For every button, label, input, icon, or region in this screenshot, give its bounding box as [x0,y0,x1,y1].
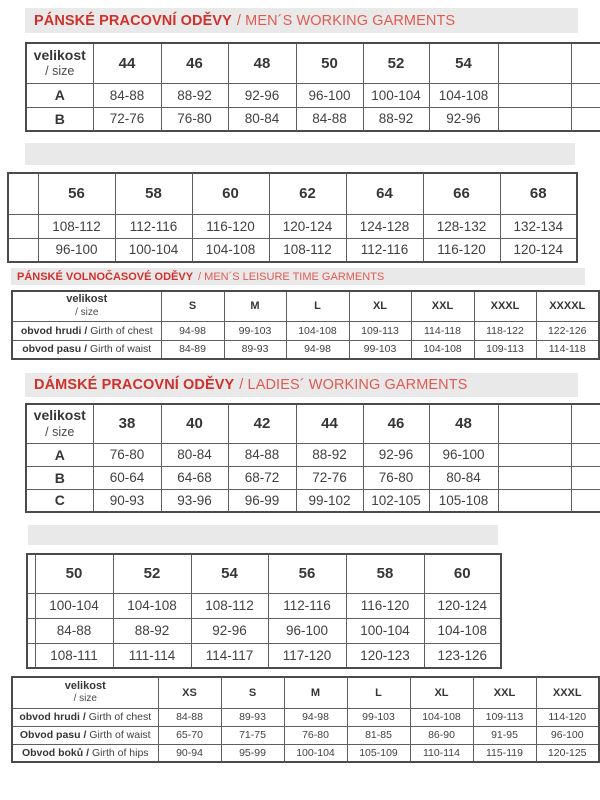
section-title-en: / MEN´S WORKING GARMENTS [236,12,456,29]
value-cell: 104-108 [429,83,498,107]
value-cell: 92-96 [228,83,296,107]
stub-cell [27,593,35,618]
value-cell: 76-80 [284,726,347,744]
size-label-cz: velikost [33,407,86,424]
value-cell: 96-100 [268,618,346,643]
value-cell: 96-100 [38,238,115,262]
stub-cell [27,554,35,593]
value-cell: 84-88 [35,618,113,643]
value-cell: 117-120 [268,643,346,668]
size-label-header [12,291,161,321]
stub-cell [571,466,600,489]
value-cell: 72-76 [296,466,363,489]
stub-cell [498,466,571,489]
value-cell: 84-88 [228,443,296,466]
value-cell: 92-96 [363,443,429,466]
value-cell: 132-134 [500,214,577,238]
size-column-header: 56 [268,554,346,593]
section-header-mens-leisure [11,268,585,285]
value-cell: 99-103 [349,340,411,359]
table-row [27,618,501,643]
value-cell: 123-126 [424,643,501,668]
value-cell: 114-117 [191,643,268,668]
section-header-ladies-working [25,373,578,397]
size-column-header: S [221,677,284,708]
value-cell: 91-95 [473,726,536,744]
value-cell: 84-89 [161,340,224,359]
size-column-header: XL [410,677,473,708]
value-cell: 116-120 [423,238,500,262]
row-label [12,708,158,726]
row-label [12,726,158,744]
row-label-cz: Obvod pasu / [19,729,87,741]
value-cell: 99-103 [347,708,410,726]
table-ladies-working-sizes-50-60 [26,553,502,669]
row-label-en: Girth of chest [85,711,152,723]
value-cell: 120-123 [346,643,424,668]
size-column-header: 50 [296,43,363,83]
size-label-en: / size [73,693,97,705]
size-column-header: S [161,291,224,321]
value-cell: 94-98 [284,708,347,726]
table-mens-working-sizes-56-68 [7,172,578,263]
value-cell: 120-124 [500,238,577,262]
size-column-header: 48 [429,404,498,443]
table-row [12,744,599,762]
size-column-header: 46 [161,43,228,83]
row-label [12,321,161,340]
size-table [11,290,600,360]
size-column-header: 68 [500,173,577,214]
stub-cell [498,404,571,443]
stub-cell [571,489,600,512]
value-cell: 90-93 [93,489,161,512]
section-title-cz: PÁNSKÉ VOLNOČASOVÉ ODĚVY [17,270,194,283]
value-cell: 71-75 [221,726,284,744]
value-cell: 108-112 [269,238,346,262]
size-column-header: 44 [93,43,161,83]
stub-cell [571,43,600,83]
table-row [12,340,599,359]
size-table [11,676,600,763]
size-label-header [12,677,158,708]
table-row [27,643,501,668]
size-table [25,403,600,513]
value-cell: 109-113 [474,340,536,359]
value-cell: 88-92 [161,83,228,107]
size-column-header: 40 [161,404,228,443]
size-label-header [26,43,93,83]
value-cell: 104-108 [424,618,501,643]
value-cell: 72-76 [93,107,161,131]
value-cell: 65-70 [158,726,221,744]
size-column-header: 56 [38,173,115,214]
stub-cell [498,43,571,83]
size-column-header: XXL [411,291,474,321]
value-cell: 80-84 [228,107,296,131]
size-column-header: 52 [113,554,191,593]
size-column-header: 38 [93,404,161,443]
row-label-en: Girth of hips [89,746,149,759]
value-cell: 124-128 [346,214,423,238]
value-cell: 92-96 [429,107,498,131]
section-title-en: / LADIES´ WORKING GARMENTS [239,377,468,393]
stub-cell [498,489,571,512]
size-column-header: 48 [228,43,296,83]
size-column-header: XS [158,677,221,708]
row-label-cz: Obvod boků / [21,746,90,759]
value-cell: 80-84 [161,443,228,466]
value-cell: 112-116 [268,593,346,618]
size-label-en: / size [45,424,75,439]
value-cell: 89-93 [221,708,284,726]
stub-cell [8,173,38,214]
value-cell: 89-93 [224,340,286,359]
value-cell: 76-80 [363,466,429,489]
value-cell: 68-72 [228,466,296,489]
size-table [25,42,600,132]
size-column-header: 60 [424,554,501,593]
value-cell: 120-124 [269,214,346,238]
table-row [12,726,599,744]
stub-cell [571,404,600,443]
value-cell: 64-68 [161,466,228,489]
stub-cell [498,83,571,107]
table-mens-working-sizes-44-54 [25,42,600,132]
size-column-header: L [286,291,349,321]
stub-cell [571,443,600,466]
value-cell: 96-100 [429,443,498,466]
value-cell: 96-100 [296,83,363,107]
value-cell: 95-99 [221,744,284,762]
value-cell: 90-94 [158,744,221,762]
size-label-header [26,404,93,443]
row-label-en: Girth of waist [87,343,152,356]
size-column-header: 64 [346,173,423,214]
size-column-header: L [347,677,410,708]
row-label [12,340,161,359]
value-cell: 88-92 [363,107,429,131]
value-cell: 100-104 [35,593,113,618]
value-cell: 100-104 [363,83,429,107]
value-cell: 104-108 [410,708,473,726]
value-cell: 108-112 [38,214,115,238]
size-column-header: XXXXL [536,291,599,321]
section-header-mens-working [25,8,578,33]
value-cell: 108-111 [35,643,113,668]
size-table [7,172,578,263]
value-cell: 104-108 [113,593,191,618]
table-row [8,238,577,262]
size-column-header: XL [349,291,411,321]
stub-cell [498,107,571,131]
value-cell: 99-103 [224,321,286,340]
size-label-cz: velikost [33,46,86,63]
row-label-cz: obvod hrudi / [20,324,88,337]
value-cell: 99-102 [296,489,363,512]
size-column-header: 46 [363,404,429,443]
value-cell: 112-116 [115,214,192,238]
table-row [26,107,600,131]
stub-cell [8,238,38,262]
value-cell: 92-96 [191,618,268,643]
value-cell: 96-99 [228,489,296,512]
row-label-en: Girth of waist [86,729,151,741]
row-label: A [26,83,93,107]
row-label: B [26,466,93,489]
size-column-header: M [224,291,286,321]
size-column-header: 58 [115,173,192,214]
size-column-header: 54 [191,554,268,593]
value-cell: 88-92 [113,618,191,643]
size-label-en: / size [45,64,75,79]
size-column-header: 44 [296,404,363,443]
section-title-cz: DÁMSKÉ PRACOVNÍ ODĚVY [34,377,235,393]
size-column-header: 54 [429,43,498,83]
table-row [26,489,600,512]
size-column-header: XXXL [474,291,536,321]
size-column-header: 42 [228,404,296,443]
table-row [12,708,599,726]
value-cell: 86-90 [410,726,473,744]
size-column-header: 66 [423,173,500,214]
value-cell: 110-114 [410,744,473,762]
value-cell: 100-104 [284,744,347,762]
value-cell: 84-88 [158,708,221,726]
value-cell: 115-119 [473,744,536,762]
value-cell: 118-122 [474,321,536,340]
row-label: A [26,443,93,466]
value-cell: 100-104 [346,618,424,643]
value-cell: 105-108 [429,489,498,512]
value-cell: 93-96 [161,489,228,512]
table-row [26,83,600,107]
size-column-header: XXL [473,677,536,708]
stub-cell [27,643,35,668]
value-cell: 122-126 [536,321,599,340]
value-cell: 76-80 [161,107,228,131]
row-label [12,744,158,762]
row-label-en: Girth of chest [87,324,153,337]
value-cell: 80-84 [429,466,498,489]
stub-cell [571,83,600,107]
size-column-header: M [284,677,347,708]
size-column-header: 62 [269,173,346,214]
stub-cell [498,443,571,466]
size-label-cz: velikost [66,293,108,306]
value-cell: 84-88 [93,83,161,107]
table-ladies-working-sizes-38-48 [25,403,600,513]
value-cell: 105-109 [347,744,410,762]
value-cell: 81-85 [347,726,410,744]
value-cell: 128-132 [423,214,500,238]
size-table [26,553,502,669]
table-row [27,593,501,618]
section-title-cz: PÁNSKÉ PRACOVNÍ ODĚVY [34,12,232,29]
value-cell: 114-120 [536,708,599,726]
value-cell: 96-100 [536,726,599,744]
value-cell: 88-92 [296,443,363,466]
size-column-header: 52 [363,43,429,83]
value-cell: 120-124 [424,593,501,618]
size-label-en: / size [75,306,99,318]
table-ladies-measurements [11,676,600,763]
value-cell: 94-98 [161,321,224,340]
table-row [26,443,600,466]
size-column-header: XXXL [536,677,599,708]
value-cell: 60-64 [93,466,161,489]
value-cell: 108-112 [191,593,268,618]
table-mens-leisure-sizes [11,290,600,360]
value-cell: 104-108 [411,340,474,359]
stub-cell [27,618,35,643]
value-cell: 112-116 [346,238,423,262]
table-row [8,214,577,238]
value-cell: 100-104 [115,238,192,262]
value-cell: 104-108 [286,321,349,340]
value-cell: 120-125 [536,744,599,762]
size-column-header: 50 [35,554,113,593]
value-cell: 109-113 [473,708,536,726]
value-cell: 116-120 [192,214,269,238]
value-cell: 114-118 [536,340,599,359]
size-column-header: 58 [346,554,424,593]
row-label: B [26,107,93,131]
value-cell: 116-120 [346,593,424,618]
divider-bar [28,525,498,545]
value-cell: 102-105 [363,489,429,512]
table-row [12,321,599,340]
stub-cell [571,107,600,131]
value-cell: 111-114 [113,643,191,668]
divider-bar [25,143,575,165]
section-title-en: / MEN´S LEISURE TIME GARMENTS [198,270,385,283]
value-cell: 94-98 [286,340,349,359]
value-cell: 76-80 [93,443,161,466]
size-label-cz: velikost [64,679,106,692]
value-cell: 84-88 [296,107,363,131]
value-cell: 114-118 [411,321,474,340]
value-cell: 104-108 [192,238,269,262]
row-label-cz: obvod hrudi / [19,711,86,723]
row-label-cz: obvod pasu / [22,343,88,356]
row-label: C [26,489,93,512]
table-row [26,466,600,489]
value-cell: 109-113 [349,321,411,340]
stub-cell [8,214,38,238]
size-column-header: 60 [192,173,269,214]
